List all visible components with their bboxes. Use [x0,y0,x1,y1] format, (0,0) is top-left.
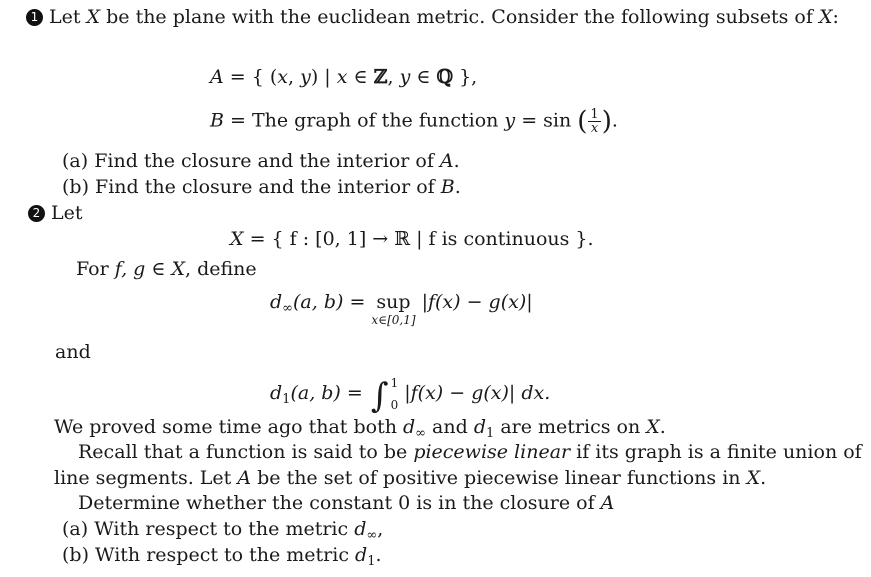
integral-limits: 1 0 [390,376,399,412]
recall-line-2: line segments. Let A be the set of positive piecewise linear functions in X. [54,467,767,489]
integral-sign: ∫ [370,376,389,416]
problem2-number-badge: 2 [28,205,45,222]
problem1-part-b: (b) Find the closure and the interior of B. [62,176,461,198]
d-one-definition: $d_1(a$, b) = ∫ 1 0 |f(x) − g(x)| dx. [270,372,550,416]
problem1-intro: 1 Let X be the plane with the euclidean metric. Consider the following subsets of X: [26,5,839,29]
determine-line: Determine whether the constant 0 is in the closure of A [78,492,615,514]
problem1-number-badge: 1 [26,9,43,26]
and-label: and [55,341,91,363]
fraction-one-over-x: $\frac{1}{x}$ [590,107,599,136]
recall-line-1: Recall that a function is said to be piecewise linear if its graph is a finite union of [78,441,862,463]
set-a-definition: A = { (x, y) | x ∈ ℤ, y ∈ ℚ }, [210,66,478,88]
problem2-part-b: (b) With respect to the metric $d_1$. [62,544,382,569]
for-define-line: For f, g ∈ X, define [76,258,257,280]
set-b-definition: B = The graph of the function y = sin ( $\frac{1}{x}$ ). [210,106,618,137]
space-x-definition: X = { f : [0, 1] → ℝ | f is continuous }. [230,228,594,250]
d-infinity-definition: $d_\infty(a$, b) = sup x∈[0,1] |f(x) − g(x)| [270,291,533,327]
proved-metrics-line: We proved some time ago that both $d_\infty$ and $d_1$ are metrics on X. [54,416,666,441]
problem2-intro: 2 Let [28,201,83,225]
sup-operator: sup x∈[0,1] [371,291,416,327]
problem1-part-a: (a) Find the closure and the interior of A. [62,150,460,172]
problem2-part-a: (a) With respect to the metric $d_\infty$, [62,518,384,543]
